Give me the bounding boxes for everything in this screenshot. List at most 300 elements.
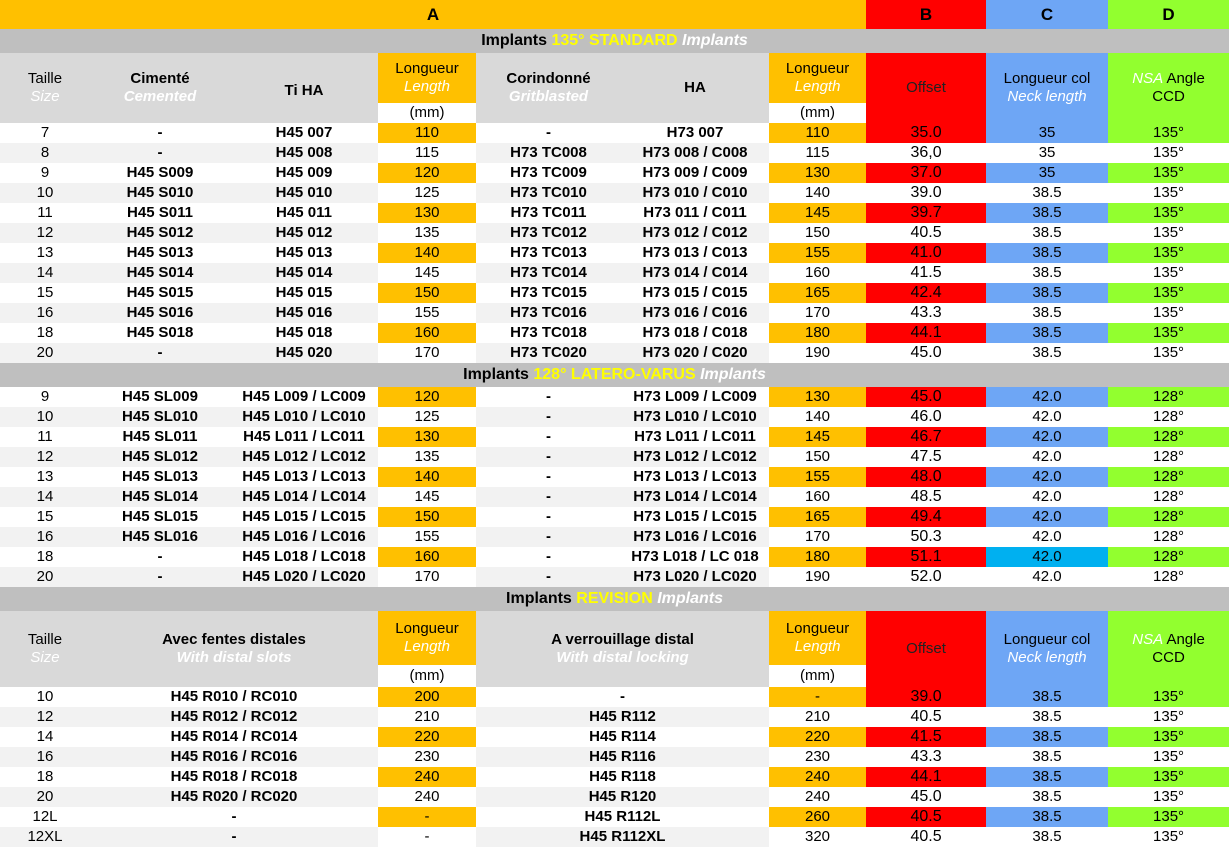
gritblasted-cell: - (476, 547, 621, 567)
size-cell: 12 (0, 447, 90, 467)
offset-cell: 44.1 (866, 767, 986, 787)
neck-length-cell: 38.5 (986, 767, 1108, 787)
ha-cell: H73 L013 / LC013 (621, 467, 769, 487)
offset-cell: 39.7 (866, 203, 986, 223)
length-a-cell: 160 (378, 323, 476, 343)
angle-cell: 128° (1108, 507, 1229, 527)
neck-length-cell: 38.5 (986, 687, 1108, 707)
cemented-cell: H45 S016 (90, 303, 230, 323)
cemented-cell: H45 S009 (90, 163, 230, 183)
ha-cell: H73 010 / C010 (621, 183, 769, 203)
header-mm-2: (mm) (769, 103, 866, 123)
length-b-cell: 170 (769, 527, 866, 547)
distal-locking-cell: H45 R116 (476, 747, 769, 767)
tiha-cell: H45 L011 / LC011 (230, 427, 378, 447)
ha-cell: H73 L015 / LC015 (621, 507, 769, 527)
length-b-cell: 165 (769, 283, 866, 303)
header-length: Length (404, 78, 450, 95)
offset-cell: 45.0 (866, 387, 986, 407)
distal-locking-cell: H45 R112 (476, 707, 769, 727)
neck-length-cell: 42.0 (986, 467, 1108, 487)
table-row (0, 303, 1229, 323)
section-tail: Implants (700, 366, 766, 383)
length-b-cell: 145 (769, 427, 866, 447)
ha-cell: H73 007 (621, 123, 769, 143)
size-cell: 12L (0, 807, 90, 827)
gritblasted-cell: - (476, 407, 621, 427)
tiha-cell: H45 020 (230, 343, 378, 363)
cemented-cell: - (90, 143, 230, 163)
size-cell: 9 (0, 163, 90, 183)
ha-cell: H73 L009 / LC009 (621, 387, 769, 407)
ha-cell: H73 011 / C011 (621, 203, 769, 223)
header-longueur: Longueur (395, 60, 459, 77)
header-taille: Taille (27, 70, 63, 87)
header-angle-3: Angle (1166, 631, 1205, 648)
table-row (0, 343, 1229, 363)
distal-locking-cell: H45 R118 (476, 767, 769, 787)
angle-cell: 128° (1108, 427, 1229, 447)
angle-cell: 135° (1108, 243, 1229, 263)
header-cemented: Cemented (123, 88, 197, 105)
angle-cell: 128° (1108, 447, 1229, 467)
header-corindonne: Corindonné (506, 70, 591, 87)
tiha-cell: H45 L012 / LC012 (230, 447, 378, 467)
header-longueur-3: Longueur (395, 620, 459, 637)
table-row (0, 827, 1229, 847)
varus-body (0, 387, 1229, 587)
column-d-header: D (1108, 0, 1229, 29)
length-a-cell: 145 (378, 487, 476, 507)
length-b-cell: 130 (769, 163, 866, 183)
neck-length-cell: 42.0 (986, 547, 1108, 567)
angle-cell: 128° (1108, 567, 1229, 587)
table-row (0, 223, 1229, 243)
ha-cell: H73 L020 / LC020 (621, 567, 769, 587)
table-row (0, 487, 1229, 507)
length-a-cell: 155 (378, 527, 476, 547)
tiha-cell: H45 L009 / LC009 (230, 387, 378, 407)
table-row (0, 243, 1229, 263)
header-offset-3: Offset (866, 611, 986, 687)
header-longueur-2: Longueur (785, 60, 850, 77)
gritblasted-cell: H73 TC010 (476, 183, 621, 203)
length-b-cell: 180 (769, 323, 866, 343)
size-cell: 16 (0, 747, 90, 767)
distal-locking-cell: H45 R112L (476, 807, 769, 827)
length-a-cell: 230 (378, 747, 476, 767)
header-offset: Offset (866, 53, 986, 123)
table-row (0, 527, 1229, 547)
tiha-cell: H45 L018 / LC018 (230, 547, 378, 567)
length-a-cell: 125 (378, 407, 476, 427)
length-a-cell: 220 (378, 727, 476, 747)
table-row (0, 407, 1229, 427)
offset-cell: 48.0 (866, 467, 986, 487)
offset-cell: 47.5 (866, 447, 986, 467)
table-row (0, 183, 1229, 203)
length-b-cell: 180 (769, 547, 866, 567)
tiha-cell: H45 007 (230, 123, 378, 143)
tiha-cell: H45 L013 / LC013 (230, 467, 378, 487)
tiha-cell: H45 018 (230, 323, 378, 343)
section-accent: REVISION (576, 590, 653, 607)
size-cell: 10 (0, 183, 90, 203)
angle-cell: 128° (1108, 527, 1229, 547)
gritblasted-cell: - (476, 507, 621, 527)
neck-length-cell: 42.0 (986, 447, 1108, 467)
distal-locking-cell: H45 R112XL (476, 827, 769, 847)
gritblasted-cell: H73 TC018 (476, 323, 621, 343)
length-a-cell: 170 (378, 343, 476, 363)
size-cell: 15 (0, 283, 90, 303)
cemented-cell: - (90, 547, 230, 567)
header-neck-fr: Longueur col (1003, 70, 1091, 87)
table-row (0, 123, 1229, 143)
distal-slots-cell: - (90, 807, 378, 827)
size-cell: 20 (0, 567, 90, 587)
neck-length-cell: 38.5 (986, 323, 1108, 343)
ha-cell: H73 L016 / LC016 (621, 527, 769, 547)
neck-length-cell: 38.5 (986, 787, 1108, 807)
distal-slots-cell: H45 R018 / RC018 (90, 767, 378, 787)
ha-cell: H73 015 / C015 (621, 283, 769, 303)
tiha-cell: H45 L015 / LC015 (230, 507, 378, 527)
length-b-cell: 140 (769, 183, 866, 203)
length-b-cell: 165 (769, 507, 866, 527)
angle-cell: 135° (1108, 827, 1229, 847)
table-row (0, 687, 1229, 707)
angle-cell: 135° (1108, 767, 1229, 787)
offset-cell: 41.5 (866, 263, 986, 283)
cemented-cell: H45 S015 (90, 283, 230, 303)
length-b-cell: 155 (769, 467, 866, 487)
angle-cell: 135° (1108, 163, 1229, 183)
length-a-cell: 135 (378, 447, 476, 467)
size-cell: 18 (0, 767, 90, 787)
neck-length-cell: 35 (986, 163, 1108, 183)
neck-length-cell: 38.5 (986, 283, 1108, 303)
distal-slots-cell: H45 R016 / RC016 (90, 747, 378, 767)
table-row (0, 323, 1229, 343)
angle-cell: 135° (1108, 323, 1229, 343)
offset-cell: 40.5 (866, 827, 986, 847)
cemented-cell: H45 S018 (90, 323, 230, 343)
size-cell: 20 (0, 343, 90, 363)
header-row-standard (0, 53, 1229, 103)
column-b-header: B (866, 0, 986, 29)
offset-cell: 40.5 (866, 807, 986, 827)
length-a-cell: 200 (378, 687, 476, 707)
tiha-cell: H45 016 (230, 303, 378, 323)
gritblasted-cell: - (476, 387, 621, 407)
neck-length-cell: 38.5 (986, 343, 1108, 363)
cemented-cell: H45 S011 (90, 203, 230, 223)
section-title-standard (0, 29, 1229, 53)
length-a-cell: 240 (378, 787, 476, 807)
tiha-cell: H45 L016 / LC016 (230, 527, 378, 547)
length-a-cell: 140 (378, 467, 476, 487)
size-cell: 10 (0, 687, 90, 707)
neck-length-cell: 38.5 (986, 243, 1108, 263)
offset-cell: 46.7 (866, 427, 986, 447)
table-row (0, 283, 1229, 303)
offset-cell: 51.1 (866, 547, 986, 567)
offset-cell: 42.4 (866, 283, 986, 303)
length-b-cell: 190 (769, 343, 866, 363)
length-b-cell: 230 (769, 747, 866, 767)
size-cell: 18 (0, 323, 90, 343)
length-b-cell: 140 (769, 407, 866, 427)
angle-cell: 128° (1108, 407, 1229, 427)
header-mm-3: (mm) (378, 665, 476, 687)
distal-locking-cell: H45 R114 (476, 727, 769, 747)
cemented-cell: H45 SL013 (90, 467, 230, 487)
section-lead: Implants (463, 366, 529, 383)
length-b-cell: 130 (769, 387, 866, 407)
size-cell: 20 (0, 787, 90, 807)
table-row (0, 547, 1229, 567)
header-slots-en: With distal slots (176, 649, 292, 666)
angle-cell: 135° (1108, 263, 1229, 283)
offset-cell: 44.1 (866, 323, 986, 343)
tiha-cell: H45 015 (230, 283, 378, 303)
ha-cell: H73 009 / C009 (621, 163, 769, 183)
gritblasted-cell: - (476, 447, 621, 467)
length-b-cell: 240 (769, 767, 866, 787)
header-size: Size (30, 88, 60, 105)
length-a-cell: - (378, 827, 476, 847)
size-cell: 15 (0, 507, 90, 527)
ha-cell: H73 L010 / LC010 (621, 407, 769, 427)
size-cell: 8 (0, 143, 90, 163)
ha-cell: H73 018 / C018 (621, 323, 769, 343)
angle-cell: 135° (1108, 747, 1229, 767)
angle-cell: 135° (1108, 123, 1229, 143)
neck-length-cell: 42.0 (986, 507, 1108, 527)
length-b-cell: 115 (769, 143, 866, 163)
cemented-cell: - (90, 567, 230, 587)
length-b-cell: 145 (769, 203, 866, 223)
cemented-cell: H45 SL009 (90, 387, 230, 407)
length-b-cell: 155 (769, 243, 866, 263)
neck-length-cell: 42.0 (986, 387, 1108, 407)
offset-cell: 41.0 (866, 243, 986, 263)
table-row (0, 747, 1229, 767)
angle-cell: 135° (1108, 183, 1229, 203)
gritblasted-cell: - (476, 427, 621, 447)
angle-cell: 128° (1108, 467, 1229, 487)
length-a-cell: 155 (378, 303, 476, 323)
offset-cell: 49.4 (866, 507, 986, 527)
angle-cell: 135° (1108, 143, 1229, 163)
header-angle: Angle (1166, 70, 1205, 87)
length-a-cell: 240 (378, 767, 476, 787)
length-a-cell: 210 (378, 707, 476, 727)
cemented-cell: H45 SL014 (90, 487, 230, 507)
section-title-varus (0, 363, 1229, 387)
ha-cell: H73 L018 / LC 018 (621, 547, 769, 567)
table-row (0, 143, 1229, 163)
column-a-header: A (0, 0, 866, 29)
length-b-cell: 170 (769, 303, 866, 323)
angle-cell: 128° (1108, 487, 1229, 507)
neck-length-cell: 38.5 (986, 203, 1108, 223)
section-lead: Implants (506, 590, 572, 607)
distal-slots-cell: - (90, 827, 378, 847)
header-taille: Taille (27, 631, 63, 648)
tiha-cell: H45 L020 / LC020 (230, 567, 378, 587)
size-cell: 14 (0, 487, 90, 507)
table-row (0, 387, 1229, 407)
header-ccd-3: CCD (1152, 649, 1185, 666)
angle-cell: 135° (1108, 807, 1229, 827)
header-gritblasted: Gritblasted (508, 88, 589, 105)
neck-length-cell: 38.5 (986, 827, 1108, 847)
angle-cell: 135° (1108, 223, 1229, 243)
cemented-cell: - (90, 343, 230, 363)
offset-cell: 37.0 (866, 163, 986, 183)
gritblasted-cell: H73 TC014 (476, 263, 621, 283)
section-tail: Implants (657, 590, 723, 607)
neck-length-cell: 38.5 (986, 707, 1108, 727)
tiha-cell: H45 012 (230, 223, 378, 243)
header-neck-en: Neck length (1007, 88, 1087, 105)
cemented-cell: H45 SL011 (90, 427, 230, 447)
length-b-cell: 150 (769, 223, 866, 243)
ha-cell: H73 008 / C008 (621, 143, 769, 163)
length-a-cell: 125 (378, 183, 476, 203)
gritblasted-cell: H73 TC009 (476, 163, 621, 183)
section-accent: 135° STANDARD (551, 32, 678, 49)
neck-length-cell: 42.0 (986, 407, 1108, 427)
gritblasted-cell: H73 TC015 (476, 283, 621, 303)
header-length-2: Length (794, 78, 841, 95)
table-row (0, 203, 1229, 223)
offset-cell: 43.3 (866, 303, 986, 323)
header-size: Size (30, 649, 60, 666)
offset-cell: 36,0 (866, 143, 986, 163)
cemented-cell: H45 S013 (90, 243, 230, 263)
angle-cell: 135° (1108, 787, 1229, 807)
header-row-revision (0, 611, 1229, 665)
gritblasted-cell: - (476, 567, 621, 587)
table-row (0, 163, 1229, 183)
length-a-cell: 110 (378, 123, 476, 143)
section-accent: 128° LATERO-VARUS (533, 366, 696, 383)
length-b-cell: - (769, 687, 866, 707)
offset-cell: 40.5 (866, 707, 986, 727)
size-cell: 14 (0, 727, 90, 747)
gritblasted-cell: H73 TC013 (476, 243, 621, 263)
table-row (0, 263, 1229, 283)
ha-cell: H73 L014 / LC014 (621, 487, 769, 507)
neck-length-cell: 38.5 (986, 263, 1108, 283)
neck-length-cell: 35 (986, 123, 1108, 143)
length-a-cell: 150 (378, 507, 476, 527)
ha-cell: H73 L012 / LC012 (621, 447, 769, 467)
length-a-cell: 145 (378, 263, 476, 283)
offset-cell: 41.5 (866, 727, 986, 747)
offset-cell: 39.0 (866, 687, 986, 707)
length-b-cell: 160 (769, 263, 866, 283)
ha-cell: H73 L011 / LC011 (621, 427, 769, 447)
angle-cell: 135° (1108, 727, 1229, 747)
size-cell: 14 (0, 263, 90, 283)
gritblasted-cell: H73 TC012 (476, 223, 621, 243)
gritblasted-cell: H73 TC008 (476, 143, 621, 163)
header-lock-fr: A verrouillage distal (551, 631, 694, 648)
header-ccd: CCD (1152, 88, 1185, 105)
neck-length-cell: 38.5 (986, 183, 1108, 203)
size-cell: 16 (0, 303, 90, 323)
length-a-cell: 140 (378, 243, 476, 263)
header-neck-fr-3: Longueur col (1003, 631, 1091, 648)
angle-cell: 135° (1108, 687, 1229, 707)
neck-length-cell: 38.5 (986, 223, 1108, 243)
tiha-cell: H45 014 (230, 263, 378, 283)
header-ha: HA (621, 53, 769, 123)
tiha-cell: H45 L014 / LC014 (230, 487, 378, 507)
size-cell: 11 (0, 427, 90, 447)
length-a-cell: 115 (378, 143, 476, 163)
cemented-cell: H45 S010 (90, 183, 230, 203)
table-row (0, 807, 1229, 827)
neck-length-cell: 42.0 (986, 487, 1108, 507)
length-a-cell: 130 (378, 427, 476, 447)
angle-cell: 128° (1108, 387, 1229, 407)
length-b-cell: 260 (769, 807, 866, 827)
size-cell: 12 (0, 707, 90, 727)
tiha-cell: H45 013 (230, 243, 378, 263)
tiha-cell: H45 010 (230, 183, 378, 203)
gritblasted-cell: H73 TC020 (476, 343, 621, 363)
length-a-cell: 135 (378, 223, 476, 243)
revision-body (0, 687, 1229, 847)
offset-cell: 45.0 (866, 343, 986, 363)
tiha-cell: H45 L010 / LC010 (230, 407, 378, 427)
ha-cell: H73 013 / C013 (621, 243, 769, 263)
table-row (0, 467, 1229, 487)
length-b-cell: 150 (769, 447, 866, 467)
length-b-cell: 220 (769, 727, 866, 747)
distal-slots-cell: H45 R014 / RC014 (90, 727, 378, 747)
neck-length-cell: 38.5 (986, 727, 1108, 747)
header-slots-fr: Avec fentes distales (162, 631, 306, 648)
size-cell: 13 (0, 243, 90, 263)
distal-locking-cell: H45 R120 (476, 787, 769, 807)
neck-length-cell: 35 (986, 143, 1108, 163)
header-mm: (mm) (378, 103, 476, 123)
length-a-cell: 160 (378, 547, 476, 567)
gritblasted-cell: H73 TC011 (476, 203, 621, 223)
angle-cell: 135° (1108, 343, 1229, 363)
length-a-cell: 120 (378, 387, 476, 407)
header-length-3: Length (404, 638, 450, 655)
table-row (0, 567, 1229, 587)
tiha-cell: H45 009 (230, 163, 378, 183)
size-cell: 16 (0, 527, 90, 547)
gritblasted-cell: - (476, 123, 621, 143)
cemented-cell: H45 SL012 (90, 447, 230, 467)
section-title-revision (0, 587, 1229, 611)
offset-cell: 46.0 (866, 407, 986, 427)
length-a-cell: 120 (378, 163, 476, 183)
length-b-cell: 190 (769, 567, 866, 587)
length-a-cell: 170 (378, 567, 476, 587)
cemented-cell: H45 SL015 (90, 507, 230, 527)
size-cell: 12XL (0, 827, 90, 847)
